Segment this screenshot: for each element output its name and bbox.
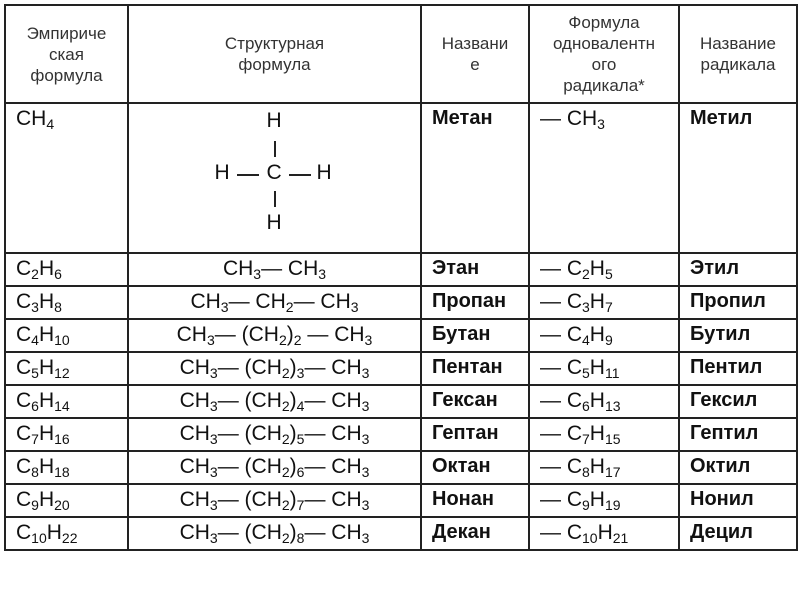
empirical-formula-cell: $C_5H_{12}$ (5, 352, 128, 385)
header-line: формула (238, 55, 311, 74)
radical-name-cell: Этил (679, 253, 797, 286)
radical-formula-cell: — $C_6H_{13}$ (529, 385, 679, 418)
methane-structure-diagram (195, 107, 355, 247)
radical-name-cell: Гептил (679, 418, 797, 451)
name-cell: Нонан (421, 484, 529, 517)
table-row (5, 484, 797, 517)
header-line: Названи (441, 34, 509, 53)
radical-formula-cell: — $C_4H_9$ (529, 319, 679, 352)
radical-name-cell: Октил (679, 451, 797, 484)
atom-h-top: H (266, 109, 282, 132)
atom-h-left: H (214, 161, 230, 184)
empirical-formula-cell: $C_{10}H_{22}$ (5, 517, 128, 550)
header-line: е (470, 55, 480, 74)
header-row (5, 5, 797, 103)
alkanes-table (4, 4, 798, 551)
atom-c-center: C (266, 161, 282, 184)
table-row (5, 253, 797, 286)
structural-formula-cell: $CH_3—$ $CH_3$ (128, 253, 421, 286)
radical-name-cell: Нонил (679, 484, 797, 517)
name-cell: Пентан (421, 352, 529, 385)
structural-formula-cell: $CH_3—$ $(CH_2)_8—$ $CH_3$ (128, 517, 421, 550)
empirical-formula-cell: $C_7H_{16}$ (5, 418, 128, 451)
name-cell: Гексан (421, 385, 529, 418)
radical-formula-cell: — $C_{10}H_{21}$ (529, 517, 679, 550)
empirical-formula-cell: $C_6H_{14}$ (5, 385, 128, 418)
atom-h-bottom: H (266, 211, 282, 234)
empirical-formula-cell: $C_3H_8$ (5, 286, 128, 319)
structural-formula-cell: $CH_3—$ $(CH_2)_3—$ $CH_3$ (128, 352, 421, 385)
empirical-formula-cell: $CH_4$ (5, 103, 128, 253)
header-name (421, 5, 529, 103)
empirical-formula-cell: $C_2H_6$ (5, 253, 128, 286)
header-line: радикала* (563, 76, 645, 95)
radical-name-cell: Гексил (679, 385, 797, 418)
radical-formula-cell: — $CH_3$ (529, 103, 679, 253)
name-cell: Метан (421, 103, 529, 253)
bond-top (274, 141, 276, 157)
table-row (5, 385, 797, 418)
name-cell: Гептан (421, 418, 529, 451)
table-row (5, 517, 797, 550)
header-line: Название (700, 34, 776, 53)
structural-formula-cell: $CH_3—$ $(CH_2)_2$ — $CH_3$ (128, 319, 421, 352)
header-empirical-formula (5, 5, 128, 103)
radical-name-cell: Бутил (679, 319, 797, 352)
table-row (5, 286, 797, 319)
header-radical-formula (529, 5, 679, 103)
header-line: формула (30, 65, 103, 85)
radical-formula-cell: — $C_8H_{17}$ (529, 451, 679, 484)
bond-left (237, 174, 259, 176)
table-row (5, 319, 797, 352)
structural-formula-cell (128, 103, 421, 253)
radical-name-cell: Пропил (679, 286, 797, 319)
table-row (5, 352, 797, 385)
radical-formula-cell: — $C_2H_5$ (529, 253, 679, 286)
header-line: Формула (568, 13, 640, 32)
structural-formula-cell: $CH_3—$ $(CH_2)_5—$ $CH_3$ (128, 418, 421, 451)
radical-formula-cell: — $C_7H_{15}$ (529, 418, 679, 451)
empirical-formula-cell: $C_9H_{20}$ (5, 484, 128, 517)
radical-formula-cell: — $C_5H_{11}$ (529, 352, 679, 385)
radical-name-cell: Децил (679, 517, 797, 550)
structural-formula-cell: $CH_3—$ $CH_2—$ $CH_3$ (128, 286, 421, 319)
structural-formula-cell: $CH_3—$ $(CH_2)_6—$ $CH_3$ (128, 451, 421, 484)
radical-name-cell: Метил (679, 103, 797, 253)
radical-formula-cell: — $C_9H_{19}$ (529, 484, 679, 517)
table-row (5, 418, 797, 451)
bond-right (289, 174, 311, 176)
name-cell: Этан (421, 253, 529, 286)
header-line: ого (591, 55, 617, 74)
atom-h-right: H (316, 161, 332, 184)
empirical-formula-cell: $C_4H_{10}$ (5, 319, 128, 352)
header-line: Эмпириче (26, 23, 107, 43)
radical-formula-cell: — $C_3H_7$ (529, 286, 679, 319)
name-cell: Пропан (421, 286, 529, 319)
structural-formula-cell: $CH_3—$ $(CH_2)_7—$ $CH_3$ (128, 484, 421, 517)
name-cell: Декан (421, 517, 529, 550)
name-cell: Октан (421, 451, 529, 484)
table-row-methane (5, 103, 797, 253)
table-row (5, 451, 797, 484)
header-line: радикала (700, 55, 776, 74)
empirical-formula-cell: $C_8H_{18}$ (5, 451, 128, 484)
header-line: Структурная (224, 34, 325, 53)
header-structural-formula (128, 5, 421, 103)
header-line: ская (49, 44, 84, 64)
header-line: одновалентн (552, 34, 656, 53)
structural-formula-cell: $CH_3—$ $(CH_2)_4—$ $CH_3$ (128, 385, 421, 418)
name-cell: Бутан (421, 319, 529, 352)
header-radical-name (679, 5, 797, 103)
bond-bottom (274, 191, 276, 207)
radical-name-cell: Пентил (679, 352, 797, 385)
